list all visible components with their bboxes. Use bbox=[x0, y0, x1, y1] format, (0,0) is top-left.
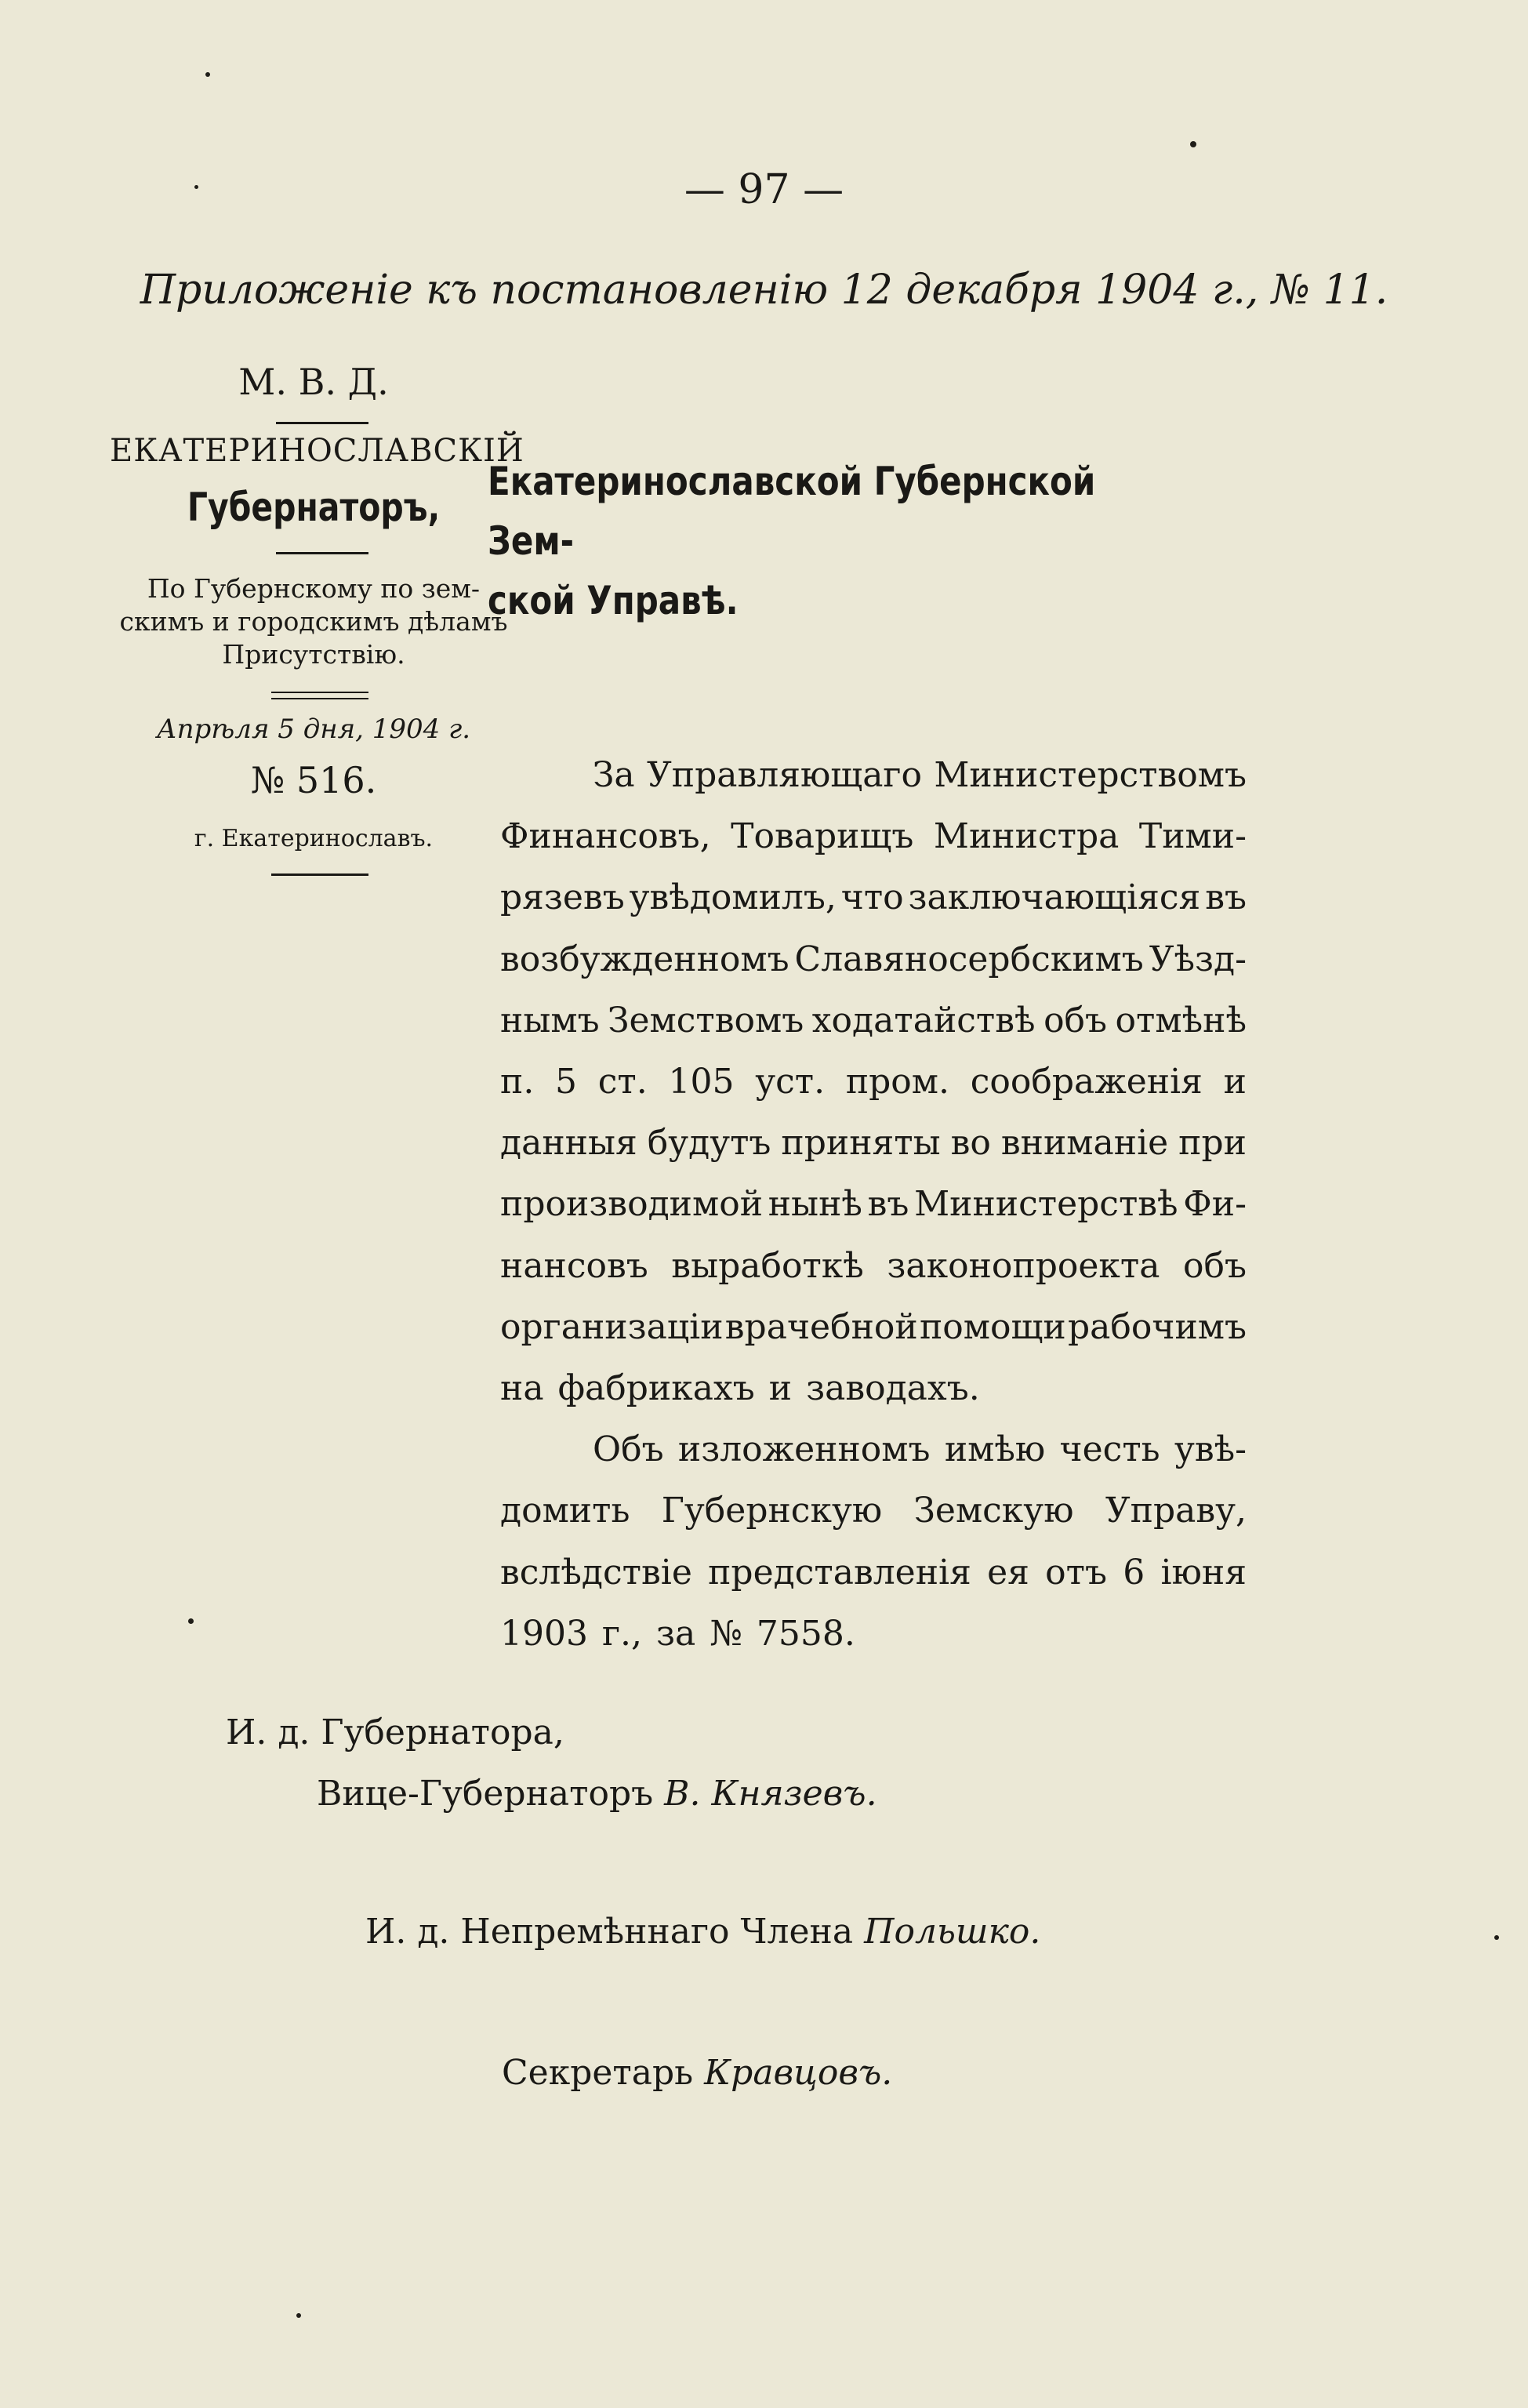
secretary-name: Кравцовъ. bbox=[704, 2053, 893, 2093]
dust-speck bbox=[188, 1618, 194, 1624]
word: 6 bbox=[1123, 1552, 1145, 1593]
word: честь bbox=[1059, 1429, 1160, 1470]
word: въ bbox=[867, 1184, 909, 1225]
body-line bbox=[500, 1419, 1247, 1480]
word: Министерствѣ bbox=[914, 1184, 1178, 1225]
word: приняты bbox=[781, 1123, 941, 1164]
word: на bbox=[500, 1368, 544, 1409]
word: и bbox=[768, 1368, 793, 1409]
secretary-title: Секретарь bbox=[502, 2053, 694, 2093]
word: рязевъ bbox=[500, 877, 625, 918]
office-title: Губернаторъ, bbox=[187, 485, 441, 530]
vice-governor-signature bbox=[317, 1774, 877, 1814]
word: Уѣзд- bbox=[1149, 939, 1247, 979]
word: производимой bbox=[500, 1184, 764, 1225]
office-name: ЕКАТЕРИНОСЛАВСКIЙ bbox=[110, 433, 524, 469]
word: объ bbox=[1043, 1000, 1108, 1041]
word: Товарищъ bbox=[731, 816, 914, 857]
word: № bbox=[710, 1613, 742, 1654]
word: вслѣдствiе bbox=[500, 1552, 692, 1593]
governor-signature-title: И. д. Губернатора, bbox=[226, 1712, 564, 1752]
word: заключающiяся bbox=[908, 877, 1201, 918]
word: данныя bbox=[500, 1123, 637, 1164]
word: Губернскую bbox=[661, 1491, 883, 1531]
word: во bbox=[950, 1123, 991, 1164]
word: Управу, bbox=[1105, 1491, 1247, 1531]
word: 5 bbox=[555, 1062, 578, 1102]
word: Фи- bbox=[1183, 1184, 1247, 1225]
word: Министерствомъ bbox=[934, 755, 1247, 795]
document-number: № 516. bbox=[250, 759, 377, 801]
member-signature bbox=[365, 1912, 1040, 1952]
word: законопроекта bbox=[887, 1245, 1160, 1286]
word: рабочимъ bbox=[1067, 1306, 1247, 1347]
secretary-signature bbox=[502, 2053, 892, 2093]
word: iюня bbox=[1160, 1552, 1247, 1593]
word: г., bbox=[601, 1613, 643, 1654]
body-line bbox=[500, 1297, 1247, 1358]
body-line bbox=[500, 1051, 1247, 1113]
word: организацiи bbox=[500, 1306, 724, 1347]
presence-line: скимъ и городскимъ дѣламъ bbox=[119, 606, 508, 637]
word: домить bbox=[500, 1491, 630, 1531]
word: выработкѣ bbox=[671, 1245, 864, 1286]
word: будутъ bbox=[647, 1123, 771, 1164]
word: нымъ bbox=[500, 1000, 600, 1041]
word: помощи bbox=[919, 1306, 1066, 1347]
divider bbox=[276, 552, 368, 554]
word: имѣю bbox=[944, 1429, 1046, 1470]
word: соображенiя bbox=[970, 1062, 1203, 1102]
divider bbox=[276, 422, 368, 424]
word: Управляющаго bbox=[646, 755, 922, 795]
word: Финансовъ, bbox=[500, 816, 711, 857]
dust-speck bbox=[296, 2313, 301, 2318]
body-line bbox=[500, 745, 1247, 806]
word: отмѣнѣ bbox=[1115, 1000, 1247, 1041]
city-name: г. Екатеринославъ. bbox=[194, 825, 434, 852]
letter-body bbox=[500, 745, 1247, 1665]
word: Славяносербскимъ bbox=[794, 939, 1144, 979]
word: нынѣ bbox=[768, 1184, 862, 1225]
body-line bbox=[500, 1236, 1247, 1297]
ministry-abbreviation: М. В. Д. bbox=[238, 361, 389, 403]
word: изложенномъ bbox=[677, 1429, 931, 1470]
word: увѣ- bbox=[1174, 1429, 1247, 1470]
double-divider bbox=[271, 692, 368, 693]
word: уст. bbox=[755, 1062, 826, 1102]
word: Земскую bbox=[913, 1491, 1074, 1531]
body-line bbox=[500, 806, 1247, 867]
word: при bbox=[1178, 1123, 1247, 1164]
body-line bbox=[500, 1542, 1247, 1604]
word: и bbox=[1223, 1062, 1247, 1102]
body-line bbox=[500, 1480, 1247, 1542]
word: пром. bbox=[845, 1062, 950, 1102]
word: возбужденномъ bbox=[500, 939, 789, 979]
dust-speck bbox=[194, 185, 198, 189]
word: врачебной bbox=[724, 1306, 918, 1347]
body-line bbox=[500, 1113, 1247, 1174]
body-line bbox=[500, 1604, 1247, 1665]
word: ея bbox=[987, 1552, 1029, 1593]
body-line bbox=[500, 929, 1247, 990]
appendix-heading: Приложенiе къ постановленiю 12 декабря 1904 г., № 11. bbox=[140, 267, 1388, 314]
word: 7558. bbox=[756, 1613, 855, 1654]
vice-governor-name: В. Князевъ. bbox=[664, 1774, 877, 1814]
word: отъ bbox=[1045, 1552, 1107, 1593]
word: Тими- bbox=[1138, 816, 1247, 857]
word: заводахъ. bbox=[806, 1368, 980, 1409]
dust-speck bbox=[205, 72, 210, 77]
presence-line: Присутствiю. bbox=[222, 639, 405, 670]
word: объ bbox=[1182, 1245, 1247, 1286]
document-date: Апрѣля 5 дня, 1904 г. bbox=[156, 714, 471, 745]
word: Министра bbox=[933, 816, 1120, 857]
presence-department bbox=[110, 572, 517, 671]
addressee bbox=[488, 452, 1146, 630]
word: ст. bbox=[597, 1062, 648, 1102]
word: ходатайствѣ bbox=[811, 1000, 1036, 1041]
word: п. bbox=[500, 1062, 535, 1102]
body-line bbox=[500, 867, 1247, 928]
word: фабрикахъ bbox=[557, 1368, 755, 1409]
vice-governor-title: Вице-Губернаторъ bbox=[317, 1774, 654, 1814]
member-name: Польшко. bbox=[864, 1912, 1041, 1952]
divider bbox=[271, 873, 368, 876]
dust-speck bbox=[1494, 1935, 1499, 1940]
page-number: — 97 — bbox=[684, 166, 844, 213]
word: Объ bbox=[593, 1429, 664, 1470]
word: за bbox=[656, 1613, 696, 1654]
member-title: И. д. Непремѣннаго Члена bbox=[365, 1912, 854, 1952]
body-line bbox=[500, 990, 1247, 1051]
dust-speck bbox=[1190, 141, 1196, 147]
word: увѣдомилъ, bbox=[629, 877, 837, 918]
word: За bbox=[593, 755, 635, 795]
addressee-line: Екатеринославской Губернской Зем- bbox=[488, 459, 1096, 564]
word: вниманiе bbox=[1000, 1123, 1169, 1164]
word: что bbox=[840, 877, 904, 918]
word: Земствомъ bbox=[608, 1000, 804, 1041]
word: 1903 bbox=[500, 1613, 588, 1654]
body-line bbox=[500, 1358, 1247, 1419]
body-line bbox=[500, 1174, 1247, 1235]
word: въ bbox=[1205, 877, 1247, 918]
word: нансовъ bbox=[500, 1245, 648, 1286]
word: 105 bbox=[668, 1062, 735, 1102]
double-divider bbox=[271, 698, 368, 699]
word: представленiя bbox=[708, 1552, 971, 1593]
presence-line: По Губернскому по зем- bbox=[147, 573, 481, 604]
addressee-line: ской Управѣ. bbox=[488, 578, 739, 623]
